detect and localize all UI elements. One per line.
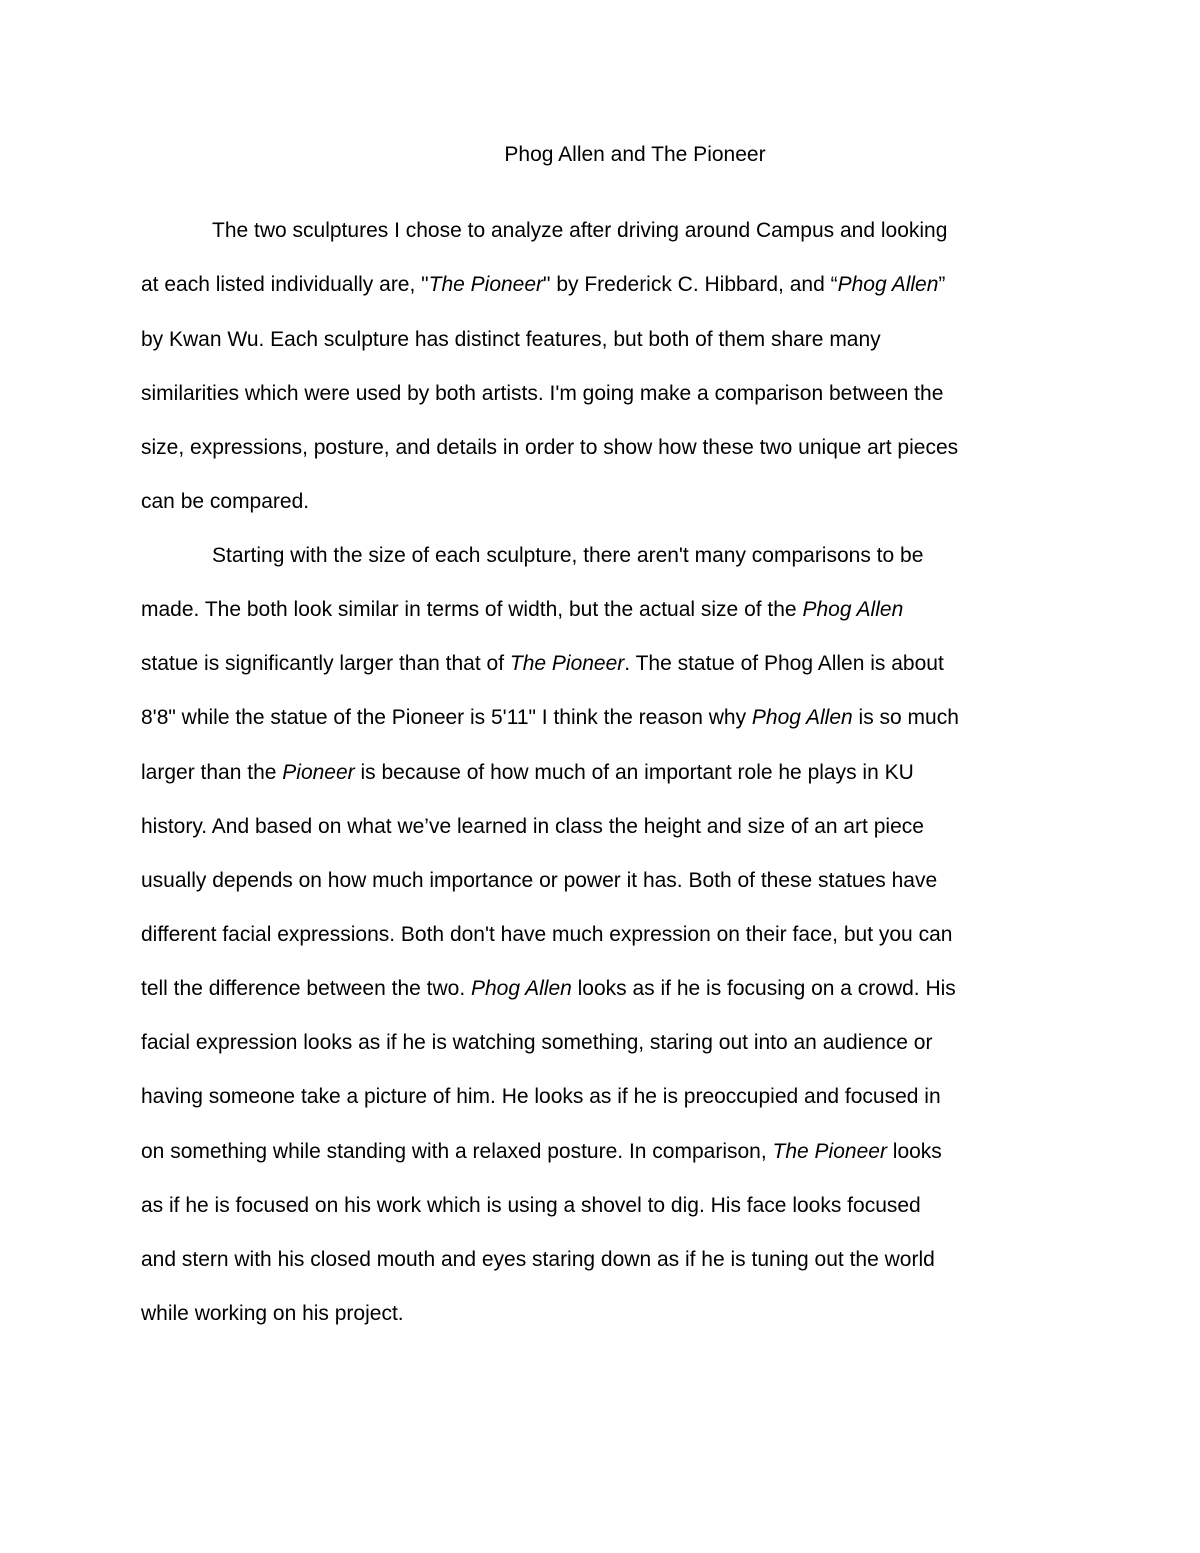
body-text: while working on his project. xyxy=(141,1302,404,1325)
body-text: statue is significantly larger than that of xyxy=(141,652,510,675)
body-line xyxy=(141,488,309,516)
body-text: is so much xyxy=(852,706,959,729)
body-text: and stern with his closed mouth and eyes staring down as if he is tuning out the world xyxy=(141,1248,935,1271)
italic-title-text: The Pioneer xyxy=(772,1140,887,1163)
body-text: " by Frederick C. Hibbard, and “ xyxy=(543,273,838,296)
body-line xyxy=(141,1029,932,1057)
body-text: larger than the xyxy=(141,761,283,784)
body-text: is because of how much of an important role he plays in KU xyxy=(354,761,914,784)
body-line xyxy=(141,1138,942,1166)
body-text: looks xyxy=(886,1140,942,1163)
body-line xyxy=(141,1083,941,1111)
body-line xyxy=(141,867,937,895)
body-line xyxy=(141,1246,935,1274)
body-text: on something while standing with a relaxed posture. In comparison, xyxy=(141,1140,773,1163)
body-line xyxy=(141,434,958,462)
body-line xyxy=(141,650,944,678)
body-text: size, expressions, posture, and details in order to show how these two unique art pieces xyxy=(141,436,959,459)
body-text: usually depends on how much importance or power it has. Both of these statues have xyxy=(141,869,938,892)
body-text: Starting with the size of each sculpture, there aren't many comparisons to be xyxy=(212,544,924,567)
body-text: as if he is focused on his work which is using a shovel to dig. His face looks focused xyxy=(141,1194,921,1217)
body-text: having someone take a picture of him. He looks as if he is preoccupied and focused in xyxy=(141,1085,941,1108)
body-line xyxy=(212,542,923,570)
body-text: ” xyxy=(938,273,946,296)
italic-title-text: Phog Allen xyxy=(802,598,904,621)
body-line xyxy=(141,759,914,787)
body-text: made. The both look similar in terms of width, but the actual size of the xyxy=(141,598,803,621)
body-text: tell the difference between the two. xyxy=(141,977,471,1000)
italic-title-text: The Pioneer xyxy=(428,273,544,296)
body-text: similarities which were used by both artists. I'm going make a comparison between the xyxy=(141,382,944,405)
body-text: facial expression looks as if he is watching something, staring out into an audience or xyxy=(141,1031,933,1054)
body-line xyxy=(212,217,947,245)
body-text: 8'8" while the statue of the Pioneer is 5'11" I think the reason why xyxy=(141,706,752,729)
body-line xyxy=(141,921,952,949)
body-text: at each listed individually are, " xyxy=(141,273,429,296)
body-text: can be compared. xyxy=(141,490,310,513)
body-text: by Kwan Wu. Each sculpture has distinct features, but both of them share many xyxy=(141,328,881,351)
italic-title-text: Pioneer xyxy=(282,761,355,784)
body-text: looks as if he is focusing on a crowd. His xyxy=(571,977,956,1000)
body-line xyxy=(141,813,924,841)
body-text: The two sculptures I chose to analyze after driving around Campus and looking xyxy=(212,219,948,242)
body-line xyxy=(141,1300,404,1328)
body-line xyxy=(141,704,959,732)
body-line xyxy=(141,380,943,408)
body-line xyxy=(141,271,945,299)
body-line xyxy=(141,975,956,1003)
body-text: . The statue of Phog Allen is about xyxy=(624,652,944,675)
body-text: different facial expressions. Both don't have much expression on their face, but you can xyxy=(141,923,953,946)
body-text: history. And based on what we’ve learned in class the height and size of an art piece xyxy=(141,815,924,838)
italic-title-text: The Pioneer xyxy=(509,652,625,675)
document-title: Phog Allen and The Pioneer xyxy=(504,143,766,166)
italic-title-text: Phog Allen xyxy=(837,273,939,296)
italic-title-text: Phog Allen xyxy=(471,977,572,1000)
body-line xyxy=(141,596,903,624)
body-line xyxy=(141,326,881,354)
italic-title-text: Phog Allen xyxy=(751,706,853,729)
body-line xyxy=(141,1192,921,1220)
